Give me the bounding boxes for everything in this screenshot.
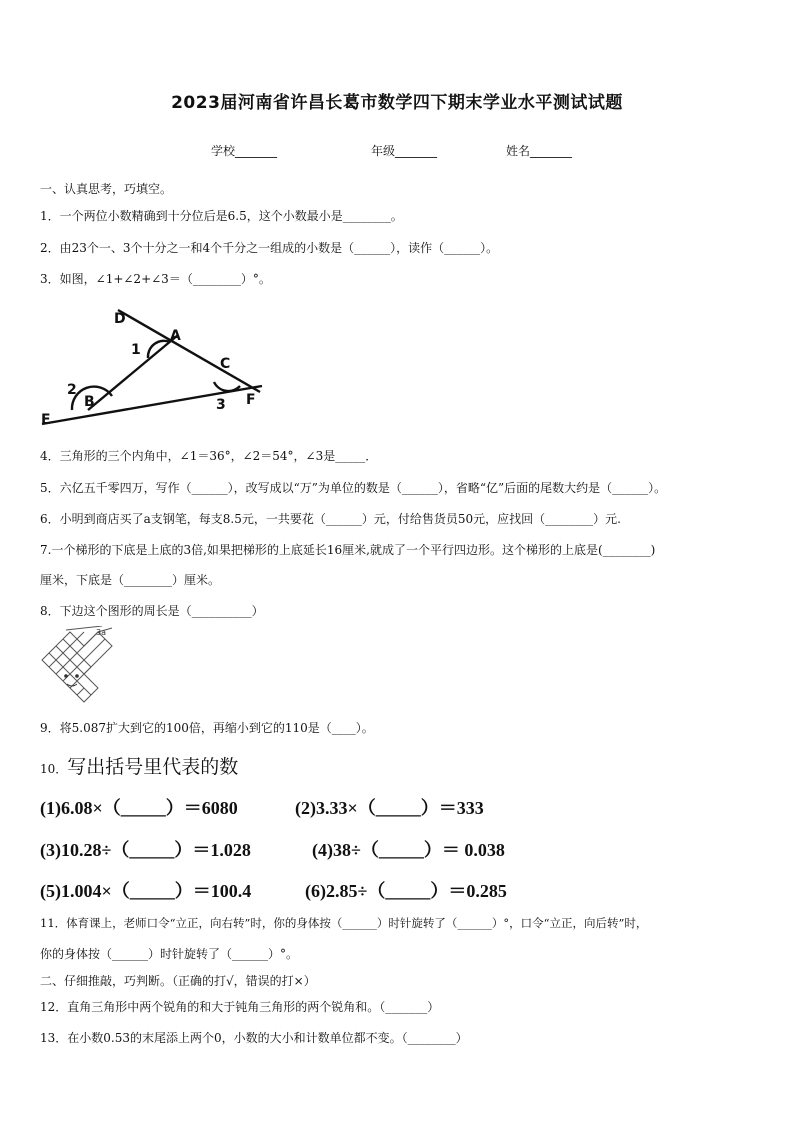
question-7-line-2: 厘米，下底是（________）厘米。 <box>40 573 221 587</box>
label-angle-2: 2 <box>67 382 77 398</box>
page-title: 2023届河南省许昌长葛市数学四下期末学业水平测试试题 <box>171 93 623 113</box>
question-7-line-1: 7.一个梯形的下底是上底的3倍,如果把梯形的上底延长16厘米,就成了一个平行四边形。这个梯形的上底是(________) <box>40 543 656 557</box>
label-3a: 3a <box>96 628 106 637</box>
label-B: B <box>84 394 95 410</box>
q10-item-2: (2)3.33×（_____）＝333 <box>295 798 484 818</box>
label-C: C <box>220 356 231 372</box>
section-1-heading: 一、认真思考，巧填空。 <box>40 182 173 196</box>
question-9: 9．将5.087扩大到它的100倍，再缩小到它的110是（____）。 <box>40 721 374 735</box>
school-field: 学校_______ <box>211 144 278 158</box>
question-11-line-2: 你的身体按（______）时针旋转了（______）°。 <box>40 947 299 961</box>
label-E: E <box>41 412 51 428</box>
label-A: A <box>170 328 181 344</box>
stepped-grid-figure <box>36 626 120 704</box>
question-3: 3．如图，∠1+∠2+∠3＝（________）°。 <box>40 272 271 286</box>
question-10-title: 写出括号里代表的数 <box>67 756 239 778</box>
question-2: 2．由23个一、3个十分之一和4个千分之一组成的小数是（______），读作（______）。 <box>40 241 499 255</box>
q10-item-6: (6)2.85÷（_____）＝0.285 <box>305 881 507 901</box>
question-1: 1．一个两位小数精确到十分位后是6.5，这个小数最小是________。 <box>40 209 403 223</box>
label-angle-1: 1 <box>131 342 141 358</box>
label-D: D <box>114 311 126 327</box>
question-5: 5．六亿五千零四万，写作（______），改写成以“万”为单位的数是（______），省略“亿”后面的尾数大约是（______）。 <box>40 481 667 495</box>
angle-figure <box>38 306 273 431</box>
label-angle-3: 3 <box>216 397 226 413</box>
question-11-line-1: 11．体育课上，老师口令“立正，向右转”时，你的身体按（______）时针旋转了（______）°，口令“立正，向后转”时， <box>40 916 648 930</box>
name-field: 姓名_______ <box>506 144 573 158</box>
q10-item-3: (3)10.28÷（_____）＝1.028 <box>40 840 251 860</box>
grade-field: 年级_______ <box>371 144 438 158</box>
question-4: 4．三角形的三个内角中，∠1＝36°，∠2＝54°，∠3是_____． <box>40 449 378 463</box>
question-13: 13．在小数0.53的末尾添上两个0，小数的大小和计数单位都不变。（________） <box>40 1031 468 1045</box>
question-6: 6．小明到商店买了a支钢笔，每支8.5元，一共要花（______）元，付给售货员50元，应找回（________）元. <box>40 512 621 526</box>
question-10-heading <box>40 752 238 779</box>
q10-item-1: (1)6.08×（_____）＝6080 <box>40 798 238 818</box>
question-8: 8．下边这个图形的周长是（__________） <box>40 604 264 618</box>
question-12: 12．直角三角形中两个锐角的和大于钝角三角形的两个锐角和。（_______） <box>40 1000 440 1014</box>
question-10-number: 10． <box>40 762 68 776</box>
section-2-heading: 二、仔细推敲，巧判断。（正确的打√，错误的打×） <box>40 974 316 988</box>
label-F: F <box>246 392 256 408</box>
q10-item-4: (4)38÷（_____）＝ 0.038 <box>312 840 505 860</box>
q10-item-5: (5)1.004×（_____）＝100.4 <box>40 881 252 901</box>
